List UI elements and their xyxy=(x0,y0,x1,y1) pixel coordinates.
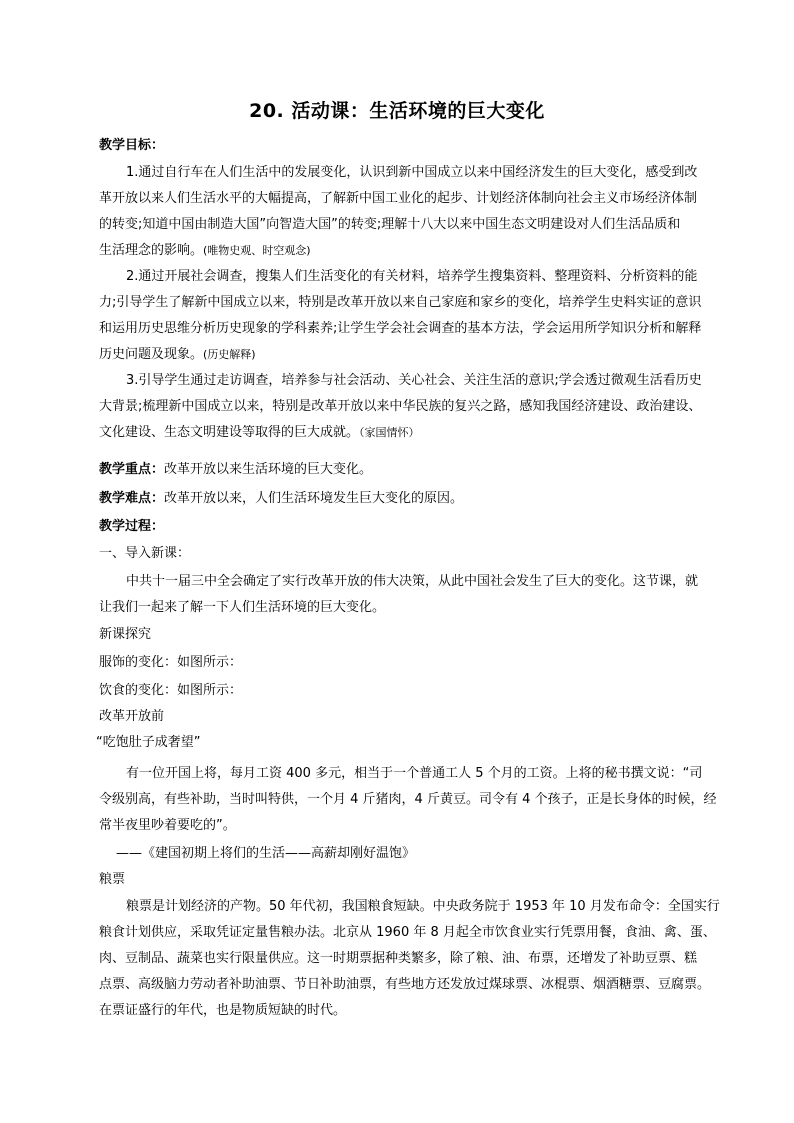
new-lesson-heading: 新课探究 xyxy=(99,627,152,642)
food-line: 饮食的变化：如图所示： xyxy=(99,683,243,698)
difficulty-label: 教学难点： xyxy=(99,491,165,506)
goal3-line: 3.引导学生通过走访调查，培养参与社会活动、关心社会、关注生活的意识;学会透过微观生活看历史 xyxy=(126,373,702,388)
document-title: 20. 活动课：生活环境的巨大变化 xyxy=(249,100,545,122)
grain-line: 粮食计划供应，采取凭证定量售粮办法。北京从 1960 年 8 月起全市饮食业实行凭票用餐，食油、禽、蛋、 xyxy=(99,925,716,940)
goal2-line: 2.通过开展社会调查，搜集人们生活变化的有关材料，培养学生搜集资料、整理资料、分析资料的能 xyxy=(126,269,698,284)
story-line: 有一位开国上将，每月工资 400 多元，相当于一个普通工人 5 个月的工资。上将的秘书撰文说：“司 xyxy=(126,766,703,781)
difficulty-text: 改革开放以来，人们生活环境发生巨大变化的原因。 xyxy=(164,491,464,506)
goal2-line: 力;引导学生了解新中国成立以来，特别是改革开放以来自己家庭和家乡的变化，培养学生史料实证的意识 xyxy=(99,295,702,310)
goal3-line xyxy=(99,424,420,442)
goal1-line: 的转变;知道中国由制造大国”向智造大国”的转变;理解十八大以来中国生态文明建设对人们生活品质和 xyxy=(99,217,681,232)
intro-line: 让我们一起来了解一下人们生活环境的巨大变化。 xyxy=(99,600,386,615)
goal1-line: 1.通过自行车在人们生活中的发展变化，认识到新中国成立以来中国经济发生的巨大变化，感受到改 xyxy=(126,165,698,180)
goal2-line: 和运用历史思维分析历史现象的学科素养;让学生学会社会调查的基本方法，学会运用所学知识分析和解释 xyxy=(99,321,702,336)
grain-line: 粮票是计划经济的产物。50 年代初，我国粮食短缺。中央政务院于 1953 年 10 月发布命令：全国实行 xyxy=(126,899,720,914)
grain-heading: 粮票 xyxy=(99,872,126,887)
goal2-note: (历史解释) xyxy=(203,348,256,361)
grain-line: 在票证盛行的年代，也是物质短缺的时代。 xyxy=(99,1003,347,1018)
goal1-text: 生活理念的影响。 xyxy=(99,243,204,258)
key-point-line xyxy=(99,461,372,479)
intro-line: 中共十一届三中全会确定了实行改革开放的伟大决策，从此中国社会发生了巨大的变化。这节课，就 xyxy=(126,574,699,589)
goal2-text: 历史问题及现象。 xyxy=(99,347,204,362)
grain-line: 肉、豆制品、蔬菜也实行限量供应。这一时期票据种类繁多，除了粮、油、布票，还增发了补助豆票、糕 xyxy=(99,951,698,966)
teaching-goals-heading: 教学目标： xyxy=(99,138,165,153)
grain-line: 点票、高级脑力劳动者补助油票、节日补助油票，有些地方还发放过煤球票、冰棍票、烟酒糖票、豆腐票。 xyxy=(99,977,711,992)
story-line: 令级别高，有些补助，当时叫特供，一个月 4 斤猪肉，4 斤黄豆。司令有 4 个孩子，正是长身体的时候，经 xyxy=(99,792,717,807)
quote-title: “吃饱肚子成奢望” xyxy=(96,735,201,750)
key-point-text: 改革开放以来生活环境的巨大变化。 xyxy=(164,462,373,477)
goal1-line: 革开放以来人们生活水平的大幅提高，了解新中国工业化的起步、计划经济体制向社会主义市场经济体制 xyxy=(99,191,698,206)
goal1-note: (唯物史观、时空观念) xyxy=(203,244,311,257)
section-intro-heading: 一、导入新课： xyxy=(99,546,191,561)
before-reform-heading: 改革开放前 xyxy=(99,709,165,724)
goal3-note: （家国情怀） xyxy=(359,426,420,439)
quote-source: ——《建国初期上将们的生活——高薪却刚好温饱》 xyxy=(116,846,416,861)
story-line: 常半夜里吵着要吃的”。 xyxy=(99,818,236,833)
clothing-line: 服饰的变化：如图所示： xyxy=(99,655,243,670)
process-heading: 教学过程： xyxy=(99,519,165,534)
goal3-text: 文化建设、生态文明建设等取得的巨大成就。 xyxy=(99,425,360,440)
goal2-line xyxy=(99,346,256,364)
goal3-line: 大背景;梳理新中国成立以来，特别是改革开放以来中华民族的复兴之路，感知我国经济建设、政治建设、 xyxy=(99,399,702,414)
key-point-label: 教学重点： xyxy=(99,462,165,477)
difficulty-line xyxy=(99,490,463,508)
goal1-line xyxy=(99,242,311,260)
